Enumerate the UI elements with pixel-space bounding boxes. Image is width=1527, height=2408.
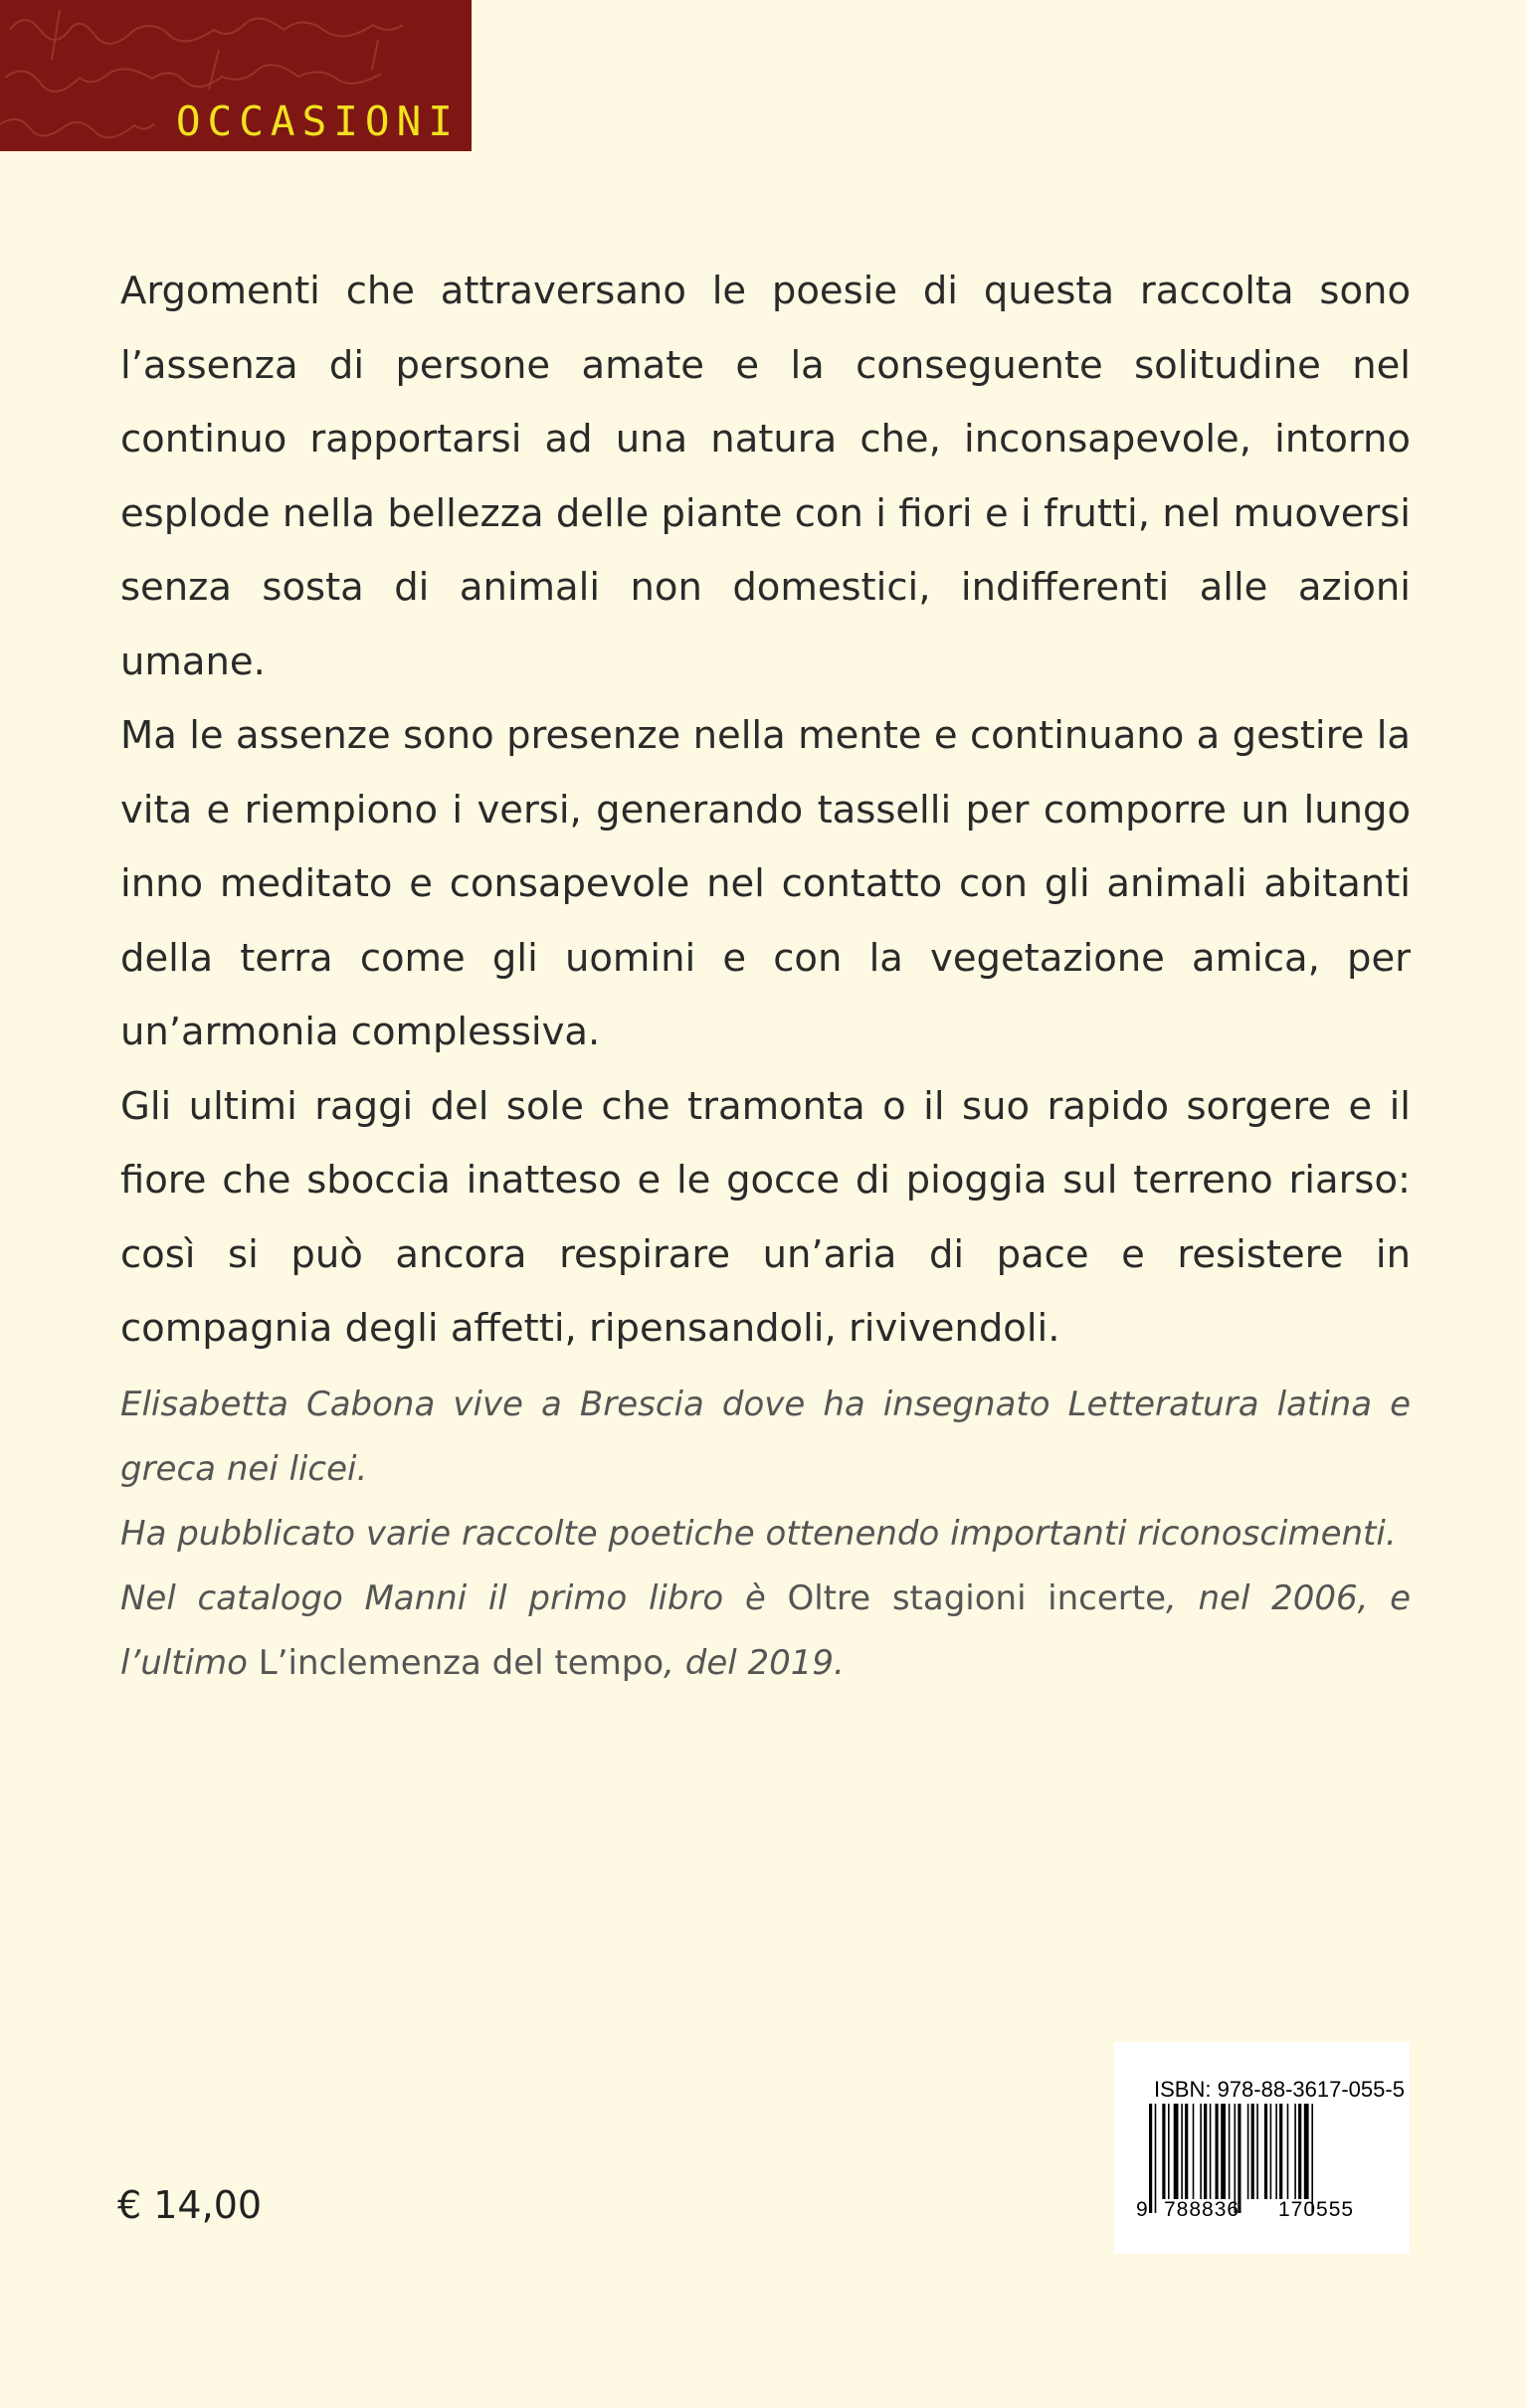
- author-bio-catalog: [120, 1567, 1411, 1696]
- barcode-bar: [1304, 2104, 1309, 2199]
- author-bio-line: Ha pubblicato varie raccolte poetiche ottenendo importanti riconoscimenti.: [120, 1514, 1397, 1554]
- barcode-bar: [1251, 2104, 1254, 2199]
- barcode-bar: [1181, 2104, 1183, 2199]
- barcode-bar: [1279, 2104, 1282, 2199]
- barcode-bar: [1294, 2104, 1296, 2199]
- catalog-text: Nel catalogo Manni il primo libro è: [120, 1578, 788, 1618]
- blurb-paragraph: Ma le assenze sono presenze nella mente e continuano a gestire la vita e riempiono i versi, generando tasselli per comporre un lungo inno meditato e consapevole nel contatto con gli animali abitanti della terra come gli uomini e con la vegetazione amica, per un’armonia complessiva.: [120, 713, 1411, 1054]
- barcode-bar: [1270, 2104, 1272, 2199]
- isbn-label: ISBN: 978-88-3617-055-5: [1154, 2077, 1405, 2102]
- barcode-bar: [1229, 2104, 1231, 2199]
- barcode-bar: [1221, 2104, 1226, 2199]
- barcode-lead-digit: 9: [1136, 2198, 1148, 2221]
- barcode-bar: [1238, 2104, 1241, 2213]
- author-bio: [120, 1373, 1411, 1696]
- barcode-bar: [1174, 2104, 1179, 2199]
- barcode-bar: [1149, 2104, 1152, 2213]
- barcode-left-digits: 788836: [1164, 2198, 1241, 2221]
- barcode-bar: [1275, 2104, 1277, 2199]
- isbn-barcode: [1114, 2042, 1410, 2254]
- series-label: OCCASIONI: [175, 97, 460, 145]
- barcode-bar: [1235, 2104, 1237, 2213]
- author-bio-line: Elisabetta Cabona vive a Brescia dove ha insegnato Letteratura latina e greca nei licei.: [120, 1385, 1411, 1489]
- catalog-text: , nel 2006, e l’ultimo: [120, 1578, 1411, 1683]
- catalog-text: , del 2019.: [664, 1643, 845, 1683]
- barcode-bar: [1193, 2104, 1195, 2199]
- barcode-bar: [1168, 2104, 1170, 2199]
- first-book-title: Oltre stagioni incerte: [787, 1578, 1167, 1618]
- barcode-bar: [1311, 2104, 1313, 2213]
- series-badge: [0, 0, 472, 151]
- barcode-right-digits: 170555: [1278, 2198, 1355, 2221]
- barcode-bar: [1162, 2104, 1165, 2199]
- back-cover-blurb: [120, 255, 1411, 1367]
- barcode-bar: [1185, 2104, 1188, 2199]
- barcode-bar: [1210, 2104, 1212, 2199]
- barcode-bar: [1247, 2104, 1249, 2199]
- barcode-bar: [1298, 2104, 1301, 2199]
- blurb-paragraph: Gli ultimi raggi del sole che tramonta o il suo rapido sorgere e il fiore che sboccia inatteso e le gocce di pioggia sul terreno riarso: così si può ancora respirare un’aria di pace e resistere in compagnia degli affetti, ripensandoli, rivivendoli.: [120, 1083, 1411, 1351]
- barcode-bar: [1204, 2104, 1207, 2199]
- blurb-paragraph: Argomenti che attraversano le poesie di questa raccolta sono l’assenza di persone amate e la conseguente solitudine nel continuo rapportarsi ad una natura che, inconsapevole, intorno esplode nella bellezza delle piante con i fiori e i frutti, nel muoversi senza sosta di animali non domestici, indifferenti alle azioni umane.: [120, 269, 1411, 684]
- last-book-title: L’inclemenza del tempo: [258, 1643, 665, 1683]
- barcode-bars: [1114, 2042, 1410, 2254]
- price: € 14,00: [117, 2183, 263, 2227]
- barcode-bar: [1155, 2104, 1157, 2213]
- barcode-bar: [1287, 2104, 1289, 2199]
- barcode-bar: [1200, 2104, 1202, 2199]
- barcode-bar: [1216, 2104, 1219, 2199]
- barcode-bar: [1256, 2104, 1258, 2199]
- barcode-bar: [1264, 2104, 1267, 2199]
